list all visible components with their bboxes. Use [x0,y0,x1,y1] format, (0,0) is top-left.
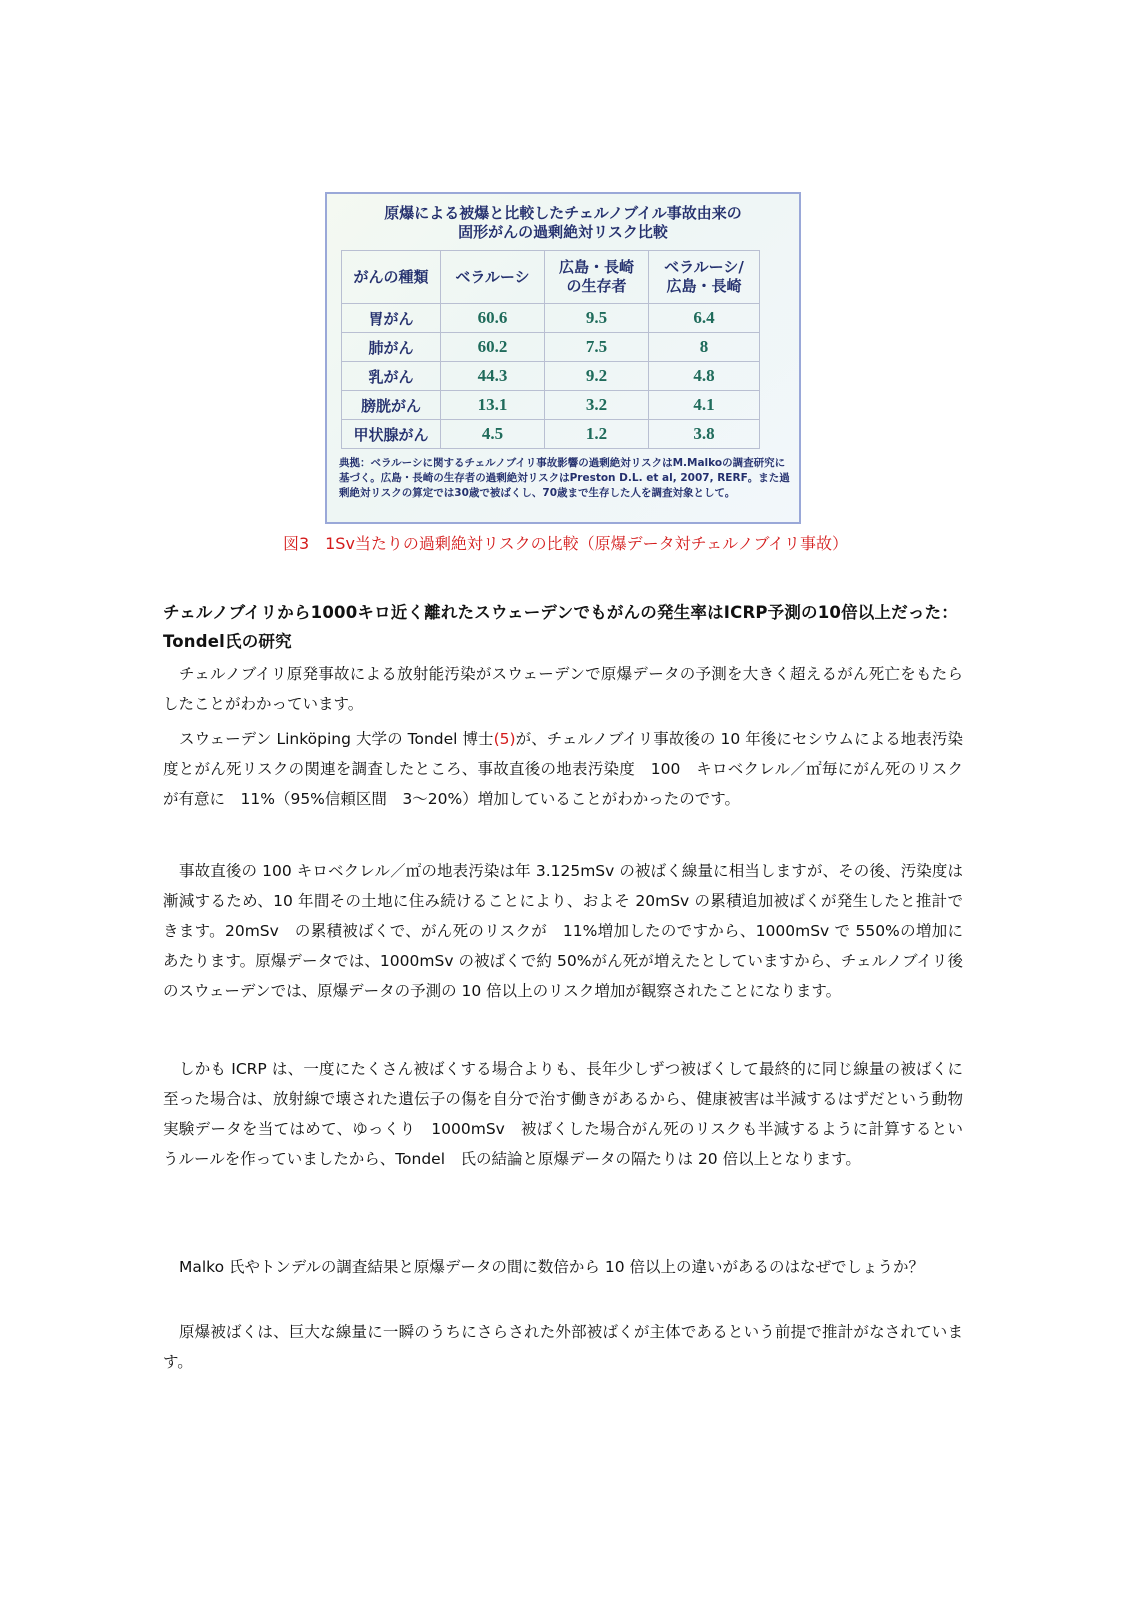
table-cell: 60.6 [441,304,545,333]
paragraph-6: 原爆被ばくは、巨大な線量に一瞬のうちにさらされた外部被ばくが主体であるという前提で推計がなされています。 [163,1323,963,1371]
figure-caption: 図3 1Sv当たりの過剰絶対リスクの比較（原爆データ対チェルノブイリ事故） [282,534,849,553]
paragraph-2 [163,724,963,814]
table-cell: 8 [649,333,760,362]
paragraph-2-text-b: が、チェルノブイリ事故後の 10 年後にセシウムによる地表汚染度とがん死リスクの関連を調査したところ、事故直後の地表汚染度 100 キロベクレル／㎡毎にがん死のリスクが有意に 11%（95%信頼区間 3～20%）増加していることがわかったのです。 [163,730,963,808]
figure-source-note: 典拠：ベラルーシに関するチェルノブイリ事故影響の過剰絶対リスクはM.Malkoの調査研究に基づく。広島・長崎の生存者の過剰絶対リスクはPreston D.L. et al, 2007, RERF。また過剰絶対リスクの算定では30歳で被ばくし、70歳まで生存した人を調査対象として。 [339,457,790,499]
table-cell: 4.5 [441,420,545,449]
figure-title [327,204,799,242]
table-cell: 13.1 [441,391,545,420]
table-row-label: 肺がん [342,333,441,362]
figure-image [325,192,801,524]
table-row-label: 胃がん [342,304,441,333]
table-cell: 4.8 [649,362,760,391]
risk-table [341,250,760,449]
table-cell: 4.1 [649,391,760,420]
table-row [342,333,760,362]
reference-link[interactable]: (5) [493,730,516,748]
figure-title-line1: 原爆による被爆と比較したチェルノブイル事故由来の [384,204,742,222]
section-heading: チェルノブイリから1000キロ近く離れたスウェーデンでもがんの発生率はICRP予測の10倍以上だった：Tondel氏の研究 [163,603,959,651]
table-cell: 6.4 [649,304,760,333]
table-header-row [342,251,760,304]
table-header-cell: ベラルーシ/ 広島・長崎 [649,251,760,304]
table-row [342,391,760,420]
table-cell: 9.2 [545,362,649,391]
paragraph-3: 事故直後の 100 キロベクレル／㎡の地表汚染は年 3.125mSv の被ばく線量に相当しますが、その後、汚染度は漸減するため、10 年間その土地に住み続けることにより、およそ 20mSv の累積追加被ばくが発生したと推計できます。20mSv の累積被ばくで、がん死のリスクが 11%増加したのですから、1000mSv で 550%の増加にあたります。原爆データでは、1000mSv の被ばくで約 50%がん死が増えたとしていますから、チェルノブイリ後のスウェーデンでは、原爆データの予測の 10 倍以上のリスク増加が観察されたことになります。 [163,862,963,1000]
paragraph-2-text-a: スウェーデン Linköping 大学の Tondel 博士 [179,730,494,748]
table-cell: 9.5 [545,304,649,333]
paragraph-4: しかも ICRP は、一度にたくさん被ばくする場合よりも、長年少しずつ被ばくして最終的に同じ線量の被ばくに至った場合は、放射線で壊された遺伝子の傷を自分で治す働きがあるから、健康被害は半減するはずだという動物実験データを当てはめて、ゆっくり 1000mSv 被ばくした場合がん死のリスクも半減するように計算するというルールを作っていましたから、Tondel 氏の結論と原爆データの隔たりは 20 倍以上となります。 [163,1060,963,1168]
paragraph-1: チェルノブイリ原発事故による放射能汚染がスウェーデンで原爆データの予測を大きく超えるがん死亡をもたらしたことがわかっています。 [163,665,963,713]
table-row-label: 甲状腺がん [342,420,441,449]
table-cell: 7.5 [545,333,649,362]
table-header-cell: がんの種類 [342,251,441,304]
table-body [342,304,760,449]
figure-title-line2: 固形がんの過剰絶対リスク比較 [458,223,668,241]
table-row-label: 乳がん [342,362,441,391]
table-header-cell: 広島・長崎 の生存者 [545,251,649,304]
table-row [342,420,760,449]
table-cell: 3.2 [545,391,649,420]
paragraph-5: Malko 氏やトンデルの調査結果と原爆データの間に数倍から 10 倍以上の違いがあるのはなぜでしょうか？ [179,1258,925,1276]
table-cell: 3.8 [649,420,760,449]
table-cell: 44.3 [441,362,545,391]
table-cell: 60.2 [441,333,545,362]
table-row-label: 膀胱がん [342,391,441,420]
table-row [342,362,760,391]
table-row [342,304,760,333]
table-cell: 1.2 [545,420,649,449]
table-header-cell: ベラルーシ [441,251,545,304]
